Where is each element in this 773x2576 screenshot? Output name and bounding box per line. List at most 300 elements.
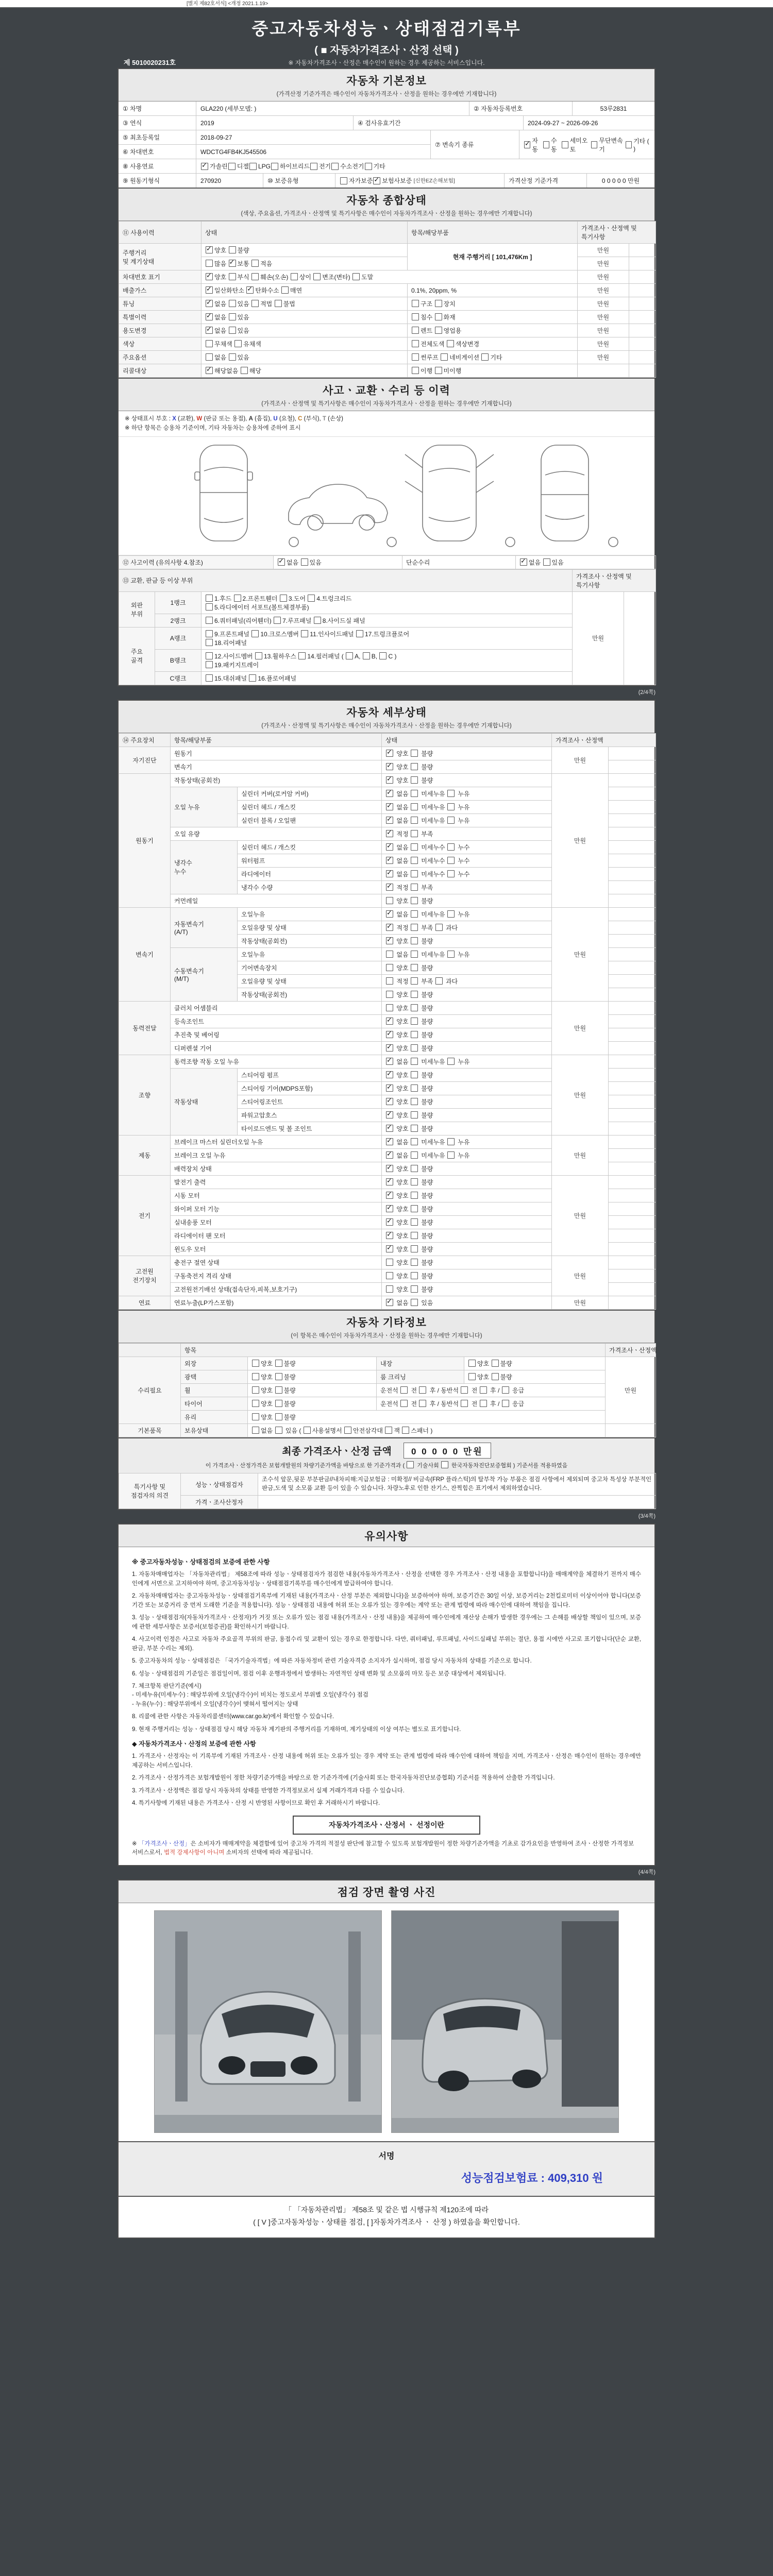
state-cell: 양호 불량 bbox=[382, 1282, 552, 1296]
checkbox-icon bbox=[407, 1461, 414, 1468]
sub-group-label: 냉각수 누수 bbox=[171, 840, 238, 894]
checkbox-icon bbox=[447, 817, 455, 824]
checkbox-icon bbox=[228, 163, 236, 170]
item-cell: 발전기 출력 bbox=[171, 1175, 382, 1189]
item-cell: 오일누유 bbox=[238, 907, 382, 921]
note-cell bbox=[609, 1256, 656, 1269]
wheel-state: 양호 불량 bbox=[248, 1383, 377, 1397]
note-cell bbox=[609, 894, 656, 907]
checkbox-icon bbox=[252, 1360, 259, 1367]
checkbox-icon bbox=[271, 163, 278, 170]
checkbox-checked-icon: ✓ bbox=[386, 1205, 393, 1212]
item-cell: 실린더 블록 / 오일팬 bbox=[238, 814, 382, 827]
checkbox-icon bbox=[241, 367, 248, 374]
checkbox-icon bbox=[411, 750, 418, 757]
caution-item: 1. 가격조사ㆍ산정자는 이 기록부에 기재된 가격조사ㆍ산정 내용에 허위 또는 오류가 있는 경우 계약 또는 관계 법령에 따라 매수인에 대하여 책임을 지며, 가격조사ㆍ산정은 매수인이 원하는 경우에만 제공하는 서비스입니다. bbox=[132, 1753, 641, 1769]
checkbox-checked-icon: ✓ bbox=[386, 830, 393, 837]
note-cell bbox=[609, 961, 656, 974]
other-info-title: 자동차 기타정보 bbox=[346, 1316, 427, 1329]
checkbox-icon bbox=[447, 340, 454, 347]
final-price-bar bbox=[119, 1437, 654, 1473]
checkbox-icon bbox=[386, 977, 393, 985]
checkbox-icon bbox=[481, 353, 489, 361]
checkbox-icon bbox=[419, 1386, 426, 1394]
note-cell bbox=[629, 244, 656, 257]
note-cell bbox=[609, 1189, 656, 1202]
checkbox-icon bbox=[275, 300, 282, 307]
note-cell bbox=[624, 591, 656, 685]
checkbox-icon bbox=[411, 910, 418, 918]
cautions-heading-2: ◆ 자동차가격조사ㆍ산정의 보증에 관한 사항 bbox=[132, 1740, 256, 1748]
tire-state: 양호 불량 bbox=[248, 1397, 377, 1410]
col-item: 항목/해당부품 bbox=[171, 733, 382, 747]
header-note: ※ 자동차가격조사ㆍ산정은 매수인이 원하는 경우 제공하는 서비스입니다. bbox=[288, 59, 485, 66]
state-cell: ✓ 양호 불량 bbox=[382, 747, 552, 760]
checkbox-icon bbox=[352, 273, 360, 280]
table-row bbox=[119, 159, 654, 173]
checkbox-icon bbox=[447, 1138, 455, 1145]
checkbox-icon bbox=[411, 1138, 418, 1145]
checkbox-icon bbox=[411, 1245, 418, 1252]
glass-label: 유리 bbox=[181, 1410, 248, 1423]
price-cell: 만원 bbox=[552, 1175, 609, 1256]
col-device: ⑭ 주요장치 bbox=[119, 733, 171, 747]
checkbox-icon bbox=[411, 1205, 418, 1212]
state-cell: ✓ 없음 미세누유 누유 bbox=[382, 907, 552, 921]
note-cell bbox=[609, 1269, 656, 1282]
rank-items: 12.사이드멤버 13.휠하우스 14.필러패널 ( A, B, C ) 19.패키지트레이 bbox=[201, 649, 573, 671]
state-cell: ✓ 양호 불량 bbox=[382, 1202, 552, 1215]
state-cell: 없음 있음 bbox=[201, 351, 408, 364]
price-cell: 만원 bbox=[578, 297, 629, 311]
checkbox-icon bbox=[435, 977, 443, 985]
base-price-label: 가격산정 기준가격 bbox=[504, 174, 586, 188]
item-cell: 파워고압호스 bbox=[238, 1108, 382, 1122]
note-cell bbox=[629, 364, 656, 378]
checkbox-icon bbox=[411, 1165, 418, 1172]
table-row bbox=[119, 101, 654, 115]
item-cell: 구동축전지 격리 상태 bbox=[171, 1269, 382, 1282]
checkbox-icon bbox=[251, 630, 259, 637]
note-cell bbox=[609, 814, 656, 827]
state-cell: 양호 불량 bbox=[382, 988, 552, 1001]
checkbox-icon bbox=[411, 937, 418, 944]
table-header-row bbox=[119, 1343, 656, 1357]
table-row bbox=[119, 1473, 656, 1496]
note-cell bbox=[609, 1014, 656, 1028]
item-cell: 렌트 영업용 bbox=[408, 324, 578, 337]
comprehensive-title: 자동차 종합상태 bbox=[346, 195, 427, 207]
checkbox-checked-icon: ✓ bbox=[386, 937, 393, 944]
page-2-sheet bbox=[117, 700, 656, 1511]
checkbox-icon bbox=[411, 897, 418, 904]
checkbox-icon bbox=[310, 163, 317, 170]
item-cell: 냉각수 수량 bbox=[238, 880, 382, 894]
state-cell: ✓ 해당없음 해당 bbox=[201, 364, 408, 378]
checkbox-icon bbox=[411, 991, 418, 998]
checkbox-icon bbox=[301, 558, 308, 566]
basic-info-section-header bbox=[119, 69, 654, 101]
item-cell: 연료누출(LP가스포함) bbox=[171, 1296, 382, 1309]
checkbox-icon bbox=[543, 141, 549, 148]
col-price: 가격조사ㆍ산정액 bbox=[552, 733, 656, 747]
item-cell: 디퍼렌셜 기어 bbox=[171, 1041, 382, 1055]
exchange-panel-label: ⑬ 교환, 판금 등 이상 부위 bbox=[119, 569, 573, 591]
basic-info-note: (가격산정 기준가격은 매수인이 자동차가격조사ㆍ산정을 원하는 경우에만 기재합니다) bbox=[276, 91, 497, 97]
page-marker-2: (2/4쪽) bbox=[638, 689, 656, 696]
reg-no-value: 53루2831 bbox=[572, 101, 654, 115]
note-cell bbox=[609, 1202, 656, 1215]
state-cell: 양호 불량 bbox=[382, 1256, 552, 1269]
note-cell bbox=[609, 1068, 656, 1081]
checkbox-icon bbox=[229, 313, 236, 320]
checkbox-icon bbox=[280, 595, 287, 602]
checkbox-icon bbox=[251, 260, 259, 267]
item-cell: 커먼레일 bbox=[171, 894, 382, 907]
checkbox-icon bbox=[365, 163, 372, 170]
checkbox-icon bbox=[229, 246, 236, 253]
accident-section-header bbox=[119, 378, 654, 411]
item-cell: 동력조향 작동 오일 누유 bbox=[171, 1055, 382, 1068]
price-cell bbox=[578, 364, 629, 378]
table-row bbox=[119, 1423, 656, 1437]
state-cell: ✓ 없음 있음 bbox=[201, 324, 408, 337]
price-cell: 만원 bbox=[578, 257, 629, 270]
checkbox-checked-icon: ✓ bbox=[386, 1098, 393, 1105]
checkbox-icon bbox=[411, 1031, 418, 1038]
item-cell: 스티어링 기어(MDPS포함) bbox=[238, 1081, 382, 1095]
checkbox-icon bbox=[411, 977, 418, 985]
checkbox-icon bbox=[206, 617, 213, 624]
state-cell: 양호 불량 bbox=[382, 961, 552, 974]
checkbox-icon bbox=[363, 652, 370, 659]
item-cell: 실린더 헤드 / 개스킷 bbox=[238, 800, 382, 814]
checkbox-checked-icon: ✓ bbox=[386, 1178, 393, 1185]
checkbox-icon bbox=[412, 340, 419, 347]
table-row bbox=[119, 907, 656, 921]
note-cell bbox=[629, 311, 656, 324]
fuel-label: ⑧ 사용연료 bbox=[123, 163, 154, 170]
table-row bbox=[119, 144, 430, 159]
state-cell: ✓ 없음 미세누유 누유 bbox=[382, 1148, 552, 1162]
checkbox-icon bbox=[346, 652, 353, 659]
item-cell: 브레이크 오일 누유 bbox=[171, 1148, 382, 1162]
note-cell bbox=[609, 827, 656, 840]
checkbox-icon bbox=[275, 1373, 282, 1380]
polish-state: 양호 불량 bbox=[248, 1370, 377, 1383]
checkbox-icon bbox=[447, 1058, 455, 1065]
checkbox-icon bbox=[435, 367, 442, 374]
checkbox-checked-icon: ✓ bbox=[386, 1165, 393, 1172]
device-label: 원동기 bbox=[119, 773, 171, 907]
tire-label: 타이어 bbox=[181, 1397, 248, 1410]
note-cell bbox=[609, 1001, 656, 1014]
checkbox-icon bbox=[441, 1461, 448, 1468]
state-cell: ✓ 없음 있음 bbox=[382, 1296, 552, 1309]
checkbox-checked-icon: ✓ bbox=[386, 1084, 393, 1092]
checkbox-icon bbox=[435, 327, 442, 334]
signature-title: 서명 bbox=[378, 2151, 395, 2161]
item-cell: 오일 유량 bbox=[171, 827, 382, 840]
checkbox-checked-icon: ✓ bbox=[206, 300, 213, 307]
checkbox-icon bbox=[447, 803, 455, 810]
item-cell: 오일누유 bbox=[238, 947, 382, 961]
checkbox-icon bbox=[480, 1400, 487, 1407]
checkbox-icon bbox=[435, 924, 443, 931]
checkbox-icon bbox=[562, 141, 568, 148]
checkbox-checked-icon: ✓ bbox=[386, 1031, 393, 1038]
exterior-label: 외장 bbox=[181, 1357, 248, 1370]
note-cell bbox=[609, 1095, 656, 1108]
checkbox-icon bbox=[461, 1400, 468, 1407]
checkbox-icon bbox=[206, 674, 213, 682]
item-cell: 워터펌프 bbox=[238, 854, 382, 867]
caution-item: 3. 성능ㆍ상태점검자(자동차가격조사ㆍ산정자)가 거짓 또는 오류가 있는 점검 내용(가격조사ㆍ산정 내용)을 제공하여 매수인에게 재산상 손해가 발생한 경우에는 그 손해를 배상할 책임이 있으며, 보증에 관한 세부사항은 보증서(보험증권)를 확인하시기 바랍니다. bbox=[132, 1615, 641, 1630]
checkbox-icon bbox=[411, 1218, 418, 1226]
checkbox-icon bbox=[591, 141, 597, 148]
vin-value: WDCTG4FB4KJ545506 bbox=[196, 145, 430, 159]
checkbox-icon bbox=[411, 1018, 418, 1025]
checkbox-icon bbox=[468, 1360, 476, 1367]
checkbox-checked-icon: ✓ bbox=[525, 139, 530, 147]
polish-label: 광택 bbox=[181, 1370, 248, 1383]
page-1-sheet bbox=[117, 68, 656, 686]
note-cell bbox=[609, 1055, 656, 1068]
checkbox-icon bbox=[441, 353, 448, 361]
checkbox-icon bbox=[411, 1285, 418, 1293]
page-marker-3: (3/4쪽) bbox=[638, 1513, 656, 1520]
table-row bbox=[119, 130, 430, 144]
state-cell: ✓ 양호 불량 bbox=[382, 760, 552, 773]
item-cell: 스티어링조인트 bbox=[238, 1095, 382, 1108]
checkbox-icon bbox=[435, 313, 442, 320]
item-cell: 기어변속장치 bbox=[238, 961, 382, 974]
table-row bbox=[119, 773, 656, 787]
checkbox-icon bbox=[411, 803, 418, 810]
checkbox-icon bbox=[411, 857, 418, 864]
note-cell bbox=[609, 1242, 656, 1256]
checkbox-checked-icon: ✓ bbox=[386, 1111, 393, 1118]
state-cell: ✓ 없음 미세누유 누유 bbox=[382, 814, 552, 827]
checkbox-icon bbox=[206, 603, 213, 611]
price-cell: 만원 bbox=[552, 907, 609, 1001]
state-cell: ✓ 양호 불량 bbox=[382, 1122, 552, 1135]
page-marker-4: (4/4쪽) bbox=[638, 1869, 656, 1875]
checkbox-icon bbox=[379, 652, 386, 659]
checkbox-icon bbox=[411, 1071, 418, 1078]
checkbox-icon bbox=[386, 991, 393, 998]
note-cell bbox=[609, 1108, 656, 1122]
caution-item: 7. 체크항목 판단기준(예시) - 미세누유(미세누수) : 해당부위에 오일(냉각수)이 비치는 정도로서 부위별 오일(냉각수) 점검 - 누유(누수) : 해당부위에서 오일(냉각수)이 맺혀서 떨어지는 상태 bbox=[132, 1683, 368, 1707]
caution-item: 2. 자동차매매업자는 중고자동차성능ㆍ상태점검기록부에 기재된 내용(가격조사ㆍ산정 부분은 제외합니다)을 보증하여야 하며, 보증기간은 30일 이상, 보증거리는 2천킬로미터 이상이어야 합니다(보증기간 또는 보증거리 중 먼저 도래한 기준을 적용합니다). 성능ㆍ상태점검 내용에 허위 또는 오류가 있는 경우에는 계약 또는 관계 법령에 따라 매수인에 대하여 책임을 집니다. bbox=[132, 1593, 641, 1608]
checkbox-icon bbox=[308, 595, 315, 602]
signature-section bbox=[119, 2141, 654, 2197]
checkbox-icon bbox=[275, 1413, 282, 1420]
price-cell: 만원 bbox=[578, 311, 629, 324]
table-row bbox=[119, 311, 656, 324]
col-price: 가격조사ㆍ산정액 및 특기사항 bbox=[573, 569, 656, 591]
checkbox-checked-icon: ✓ bbox=[206, 286, 213, 294]
table-row bbox=[119, 591, 656, 614]
checkbox-icon bbox=[252, 1427, 259, 1434]
state-cell: ✓ 없음 미세누유 누유 bbox=[382, 1135, 552, 1148]
use-history-label: 튜닝 bbox=[119, 297, 201, 311]
checkbox-icon bbox=[313, 273, 321, 280]
checkbox-icon bbox=[447, 870, 455, 877]
checkbox-checked-icon: ✓ bbox=[386, 790, 393, 797]
device-label: 고전원 전기장치 bbox=[119, 1256, 171, 1296]
checkbox-icon bbox=[411, 1058, 418, 1065]
checkbox-icon bbox=[468, 1373, 476, 1380]
photos-title: 점검 장면 촬영 사진 bbox=[337, 1886, 436, 1899]
checkbox-checked-icon: ✓ bbox=[386, 1018, 393, 1025]
checkbox-icon bbox=[298, 652, 306, 659]
table-row bbox=[119, 1397, 656, 1410]
cautions-section-header bbox=[119, 1524, 654, 1547]
checkbox-checked-icon: ✓ bbox=[386, 1044, 393, 1052]
sub-group-label: 오일 누유 bbox=[171, 787, 238, 827]
item-cell: 시동 모터 bbox=[171, 1189, 382, 1202]
col-price: 가격조사ㆍ산정액 bbox=[606, 1343, 656, 1357]
price-survey-definition-box: 자동차가격조사ㆍ산정서 ㆍ 선정이란 bbox=[293, 1816, 480, 1835]
table-row bbox=[119, 324, 656, 337]
checkbox-icon bbox=[206, 661, 213, 668]
price-cell: 만원 bbox=[552, 1296, 609, 1309]
checkbox-icon bbox=[274, 617, 281, 624]
note-cell bbox=[609, 1229, 656, 1242]
detail-note: (가격조사ㆍ산정액 및 특기사항은 매수인이 자동차가격조사ㆍ산정을 원하는 경우에만 기재합니다) bbox=[261, 722, 512, 729]
state-cell: ✓ 적정 부족 bbox=[382, 880, 552, 894]
checkbox-icon bbox=[386, 1259, 393, 1266]
checkbox-icon bbox=[411, 924, 418, 931]
accident-history-label: ⑫ 사고이력 (유의사항 4.참조) bbox=[119, 555, 274, 569]
checkbox-icon bbox=[411, 870, 418, 877]
transmission-label: ⑦ 변속기 종류 bbox=[430, 130, 519, 159]
table-row bbox=[119, 115, 654, 130]
caution-item: 1. 자동차매매업자는 「자동차관리법」 제58조에 따라 성능ㆍ상태점검자가 점검한 내용(자동차가격조사ㆍ산정을 선택한 경우 가격조사ㆍ산정 내용을 포함합니다)을 매매계약을 체결하기 전까지 매수인에게 서면으로 고지하여야 하며, 중고자동차성능ㆍ상태점검기록부를 매수인에게 발급하여야 합니다. bbox=[132, 1571, 641, 1587]
checkbox-icon bbox=[206, 260, 213, 267]
checkbox-checked-icon: ✓ bbox=[386, 884, 393, 891]
checkbox-checked-icon: ✓ bbox=[386, 1245, 393, 1252]
exterior-state: 양호 불량 bbox=[248, 1357, 377, 1370]
interior-state: 양호 불량 bbox=[464, 1357, 606, 1370]
checkbox-checked-icon: ✓ bbox=[278, 558, 285, 566]
rank-label: 2랭크 bbox=[155, 614, 201, 627]
item-cell: 작동상태(공회전) bbox=[238, 988, 382, 1001]
table-header-row bbox=[119, 733, 656, 747]
item-cell: 라디에이터 bbox=[238, 867, 382, 880]
checkbox-icon bbox=[447, 857, 455, 864]
confirmation-statement bbox=[119, 2197, 654, 2238]
checkbox-icon bbox=[255, 652, 262, 659]
checkbox-checked-icon: ✓ bbox=[386, 1232, 393, 1239]
price-cell: 만원 bbox=[578, 270, 629, 284]
glass-state: 양호 불량 bbox=[248, 1410, 606, 1423]
accident-title: 사고ㆍ교환ㆍ수리 등 이력 bbox=[323, 385, 450, 397]
checkbox-icon bbox=[386, 964, 393, 971]
checkbox-icon bbox=[411, 763, 418, 770]
sub-group-label: 작동상태 bbox=[171, 1068, 238, 1135]
confirmation-line-1: 「 「자동차관리법」 제58조 및 같은 법 시행규칙 제120조에 따라 bbox=[284, 2205, 489, 2214]
form-reference: [별지 제82호서식] <개정 2021.1.19> bbox=[0, 0, 773, 8]
state-cell: ✓ 양호 불량 bbox=[382, 1041, 552, 1055]
rank-label: 1랭크 bbox=[155, 591, 201, 614]
note-cell bbox=[609, 1081, 656, 1095]
checkbox-icon bbox=[275, 1386, 282, 1394]
checkbox-icon bbox=[412, 353, 419, 361]
mileage-state-1: ✓ 양호 불량 bbox=[201, 244, 408, 257]
checkbox-checked-icon: ✓ bbox=[386, 1151, 393, 1159]
checkbox-checked-icon: ✓ bbox=[386, 803, 393, 810]
state-cell: ✓ 양호 불량 bbox=[382, 773, 552, 787]
checkbox-icon bbox=[234, 340, 242, 347]
checkbox-icon bbox=[447, 790, 455, 797]
table-header-row bbox=[119, 569, 656, 591]
device-label: 전기 bbox=[119, 1175, 171, 1256]
checkbox-icon bbox=[411, 884, 418, 891]
table-row bbox=[119, 364, 656, 378]
table-row bbox=[119, 1357, 656, 1370]
checkbox-checked-icon: ✓ bbox=[386, 750, 393, 757]
device-label: 자기진단 bbox=[119, 747, 171, 773]
inspection-photo-rear bbox=[391, 1910, 619, 2133]
checkbox-icon bbox=[251, 273, 259, 280]
checkbox-checked-icon: ✓ bbox=[386, 1299, 393, 1306]
note-cell bbox=[629, 337, 656, 351]
checkbox-checked-icon: ✓ bbox=[206, 313, 213, 320]
checkbox-icon bbox=[252, 1386, 259, 1394]
checkbox-icon bbox=[304, 1427, 311, 1434]
use-history-label: 주요옵션 bbox=[119, 351, 201, 364]
state-cell: 적정 부족 과다 bbox=[382, 974, 552, 988]
note-cell bbox=[629, 270, 656, 284]
caution-item: 6. 성능ㆍ상태점검의 기준일은 점검일이며, 점검 이후 운행과정에서 발생하는 자연적인 상태 변화 및 소모품의 마모 등은 보증 대상에서 제외됩니다. bbox=[132, 1670, 506, 1677]
item-cell: 와이퍼 모터 기능 bbox=[171, 1202, 382, 1215]
checkbox-icon bbox=[626, 141, 632, 148]
checkbox-icon bbox=[411, 776, 418, 784]
device-label: 변속기 bbox=[119, 907, 171, 1001]
note-cell bbox=[609, 1041, 656, 1055]
transmission-value: ✓ 자동 수동 세미오토 무단변속기 기타 ( ) bbox=[519, 130, 654, 159]
checkbox-icon bbox=[447, 843, 455, 851]
state-cell: ✓ 양호 불량 bbox=[382, 1215, 552, 1229]
checkbox-checked-icon: ✓ bbox=[386, 1218, 393, 1226]
item-cell: 클러치 어셈블리 bbox=[171, 1001, 382, 1014]
basic-info-table bbox=[119, 101, 654, 188]
table-row bbox=[119, 1410, 656, 1423]
checkbox-checked-icon: ✓ bbox=[386, 857, 393, 864]
checkbox-icon bbox=[229, 327, 236, 334]
table-row bbox=[119, 173, 654, 188]
table-row bbox=[119, 1296, 656, 1309]
checkbox-icon bbox=[492, 1360, 499, 1367]
rank-label: C랭크 bbox=[155, 671, 201, 685]
checkbox-icon bbox=[281, 286, 289, 294]
note-cell bbox=[609, 1148, 656, 1162]
price-cell: 만원 bbox=[552, 773, 609, 907]
checkbox-icon bbox=[411, 1111, 418, 1118]
state-cell: ✓ 양호 불량 bbox=[382, 1095, 552, 1108]
page-3-sheet bbox=[117, 1523, 656, 1866]
repair-needed-label: 수리필요 bbox=[119, 1357, 181, 1423]
note-cell bbox=[609, 1135, 656, 1148]
col-item: 항목/해당부품 bbox=[408, 222, 578, 244]
item-cell: 타이로드엔드 및 볼 조인트 bbox=[238, 1122, 382, 1135]
state-cell: ✓ 양호 불량 bbox=[382, 1162, 552, 1175]
checkbox-checked-icon: ✓ bbox=[386, 1058, 393, 1065]
note-cell bbox=[609, 760, 656, 773]
state-cell: 양호 불량 bbox=[382, 1001, 552, 1014]
